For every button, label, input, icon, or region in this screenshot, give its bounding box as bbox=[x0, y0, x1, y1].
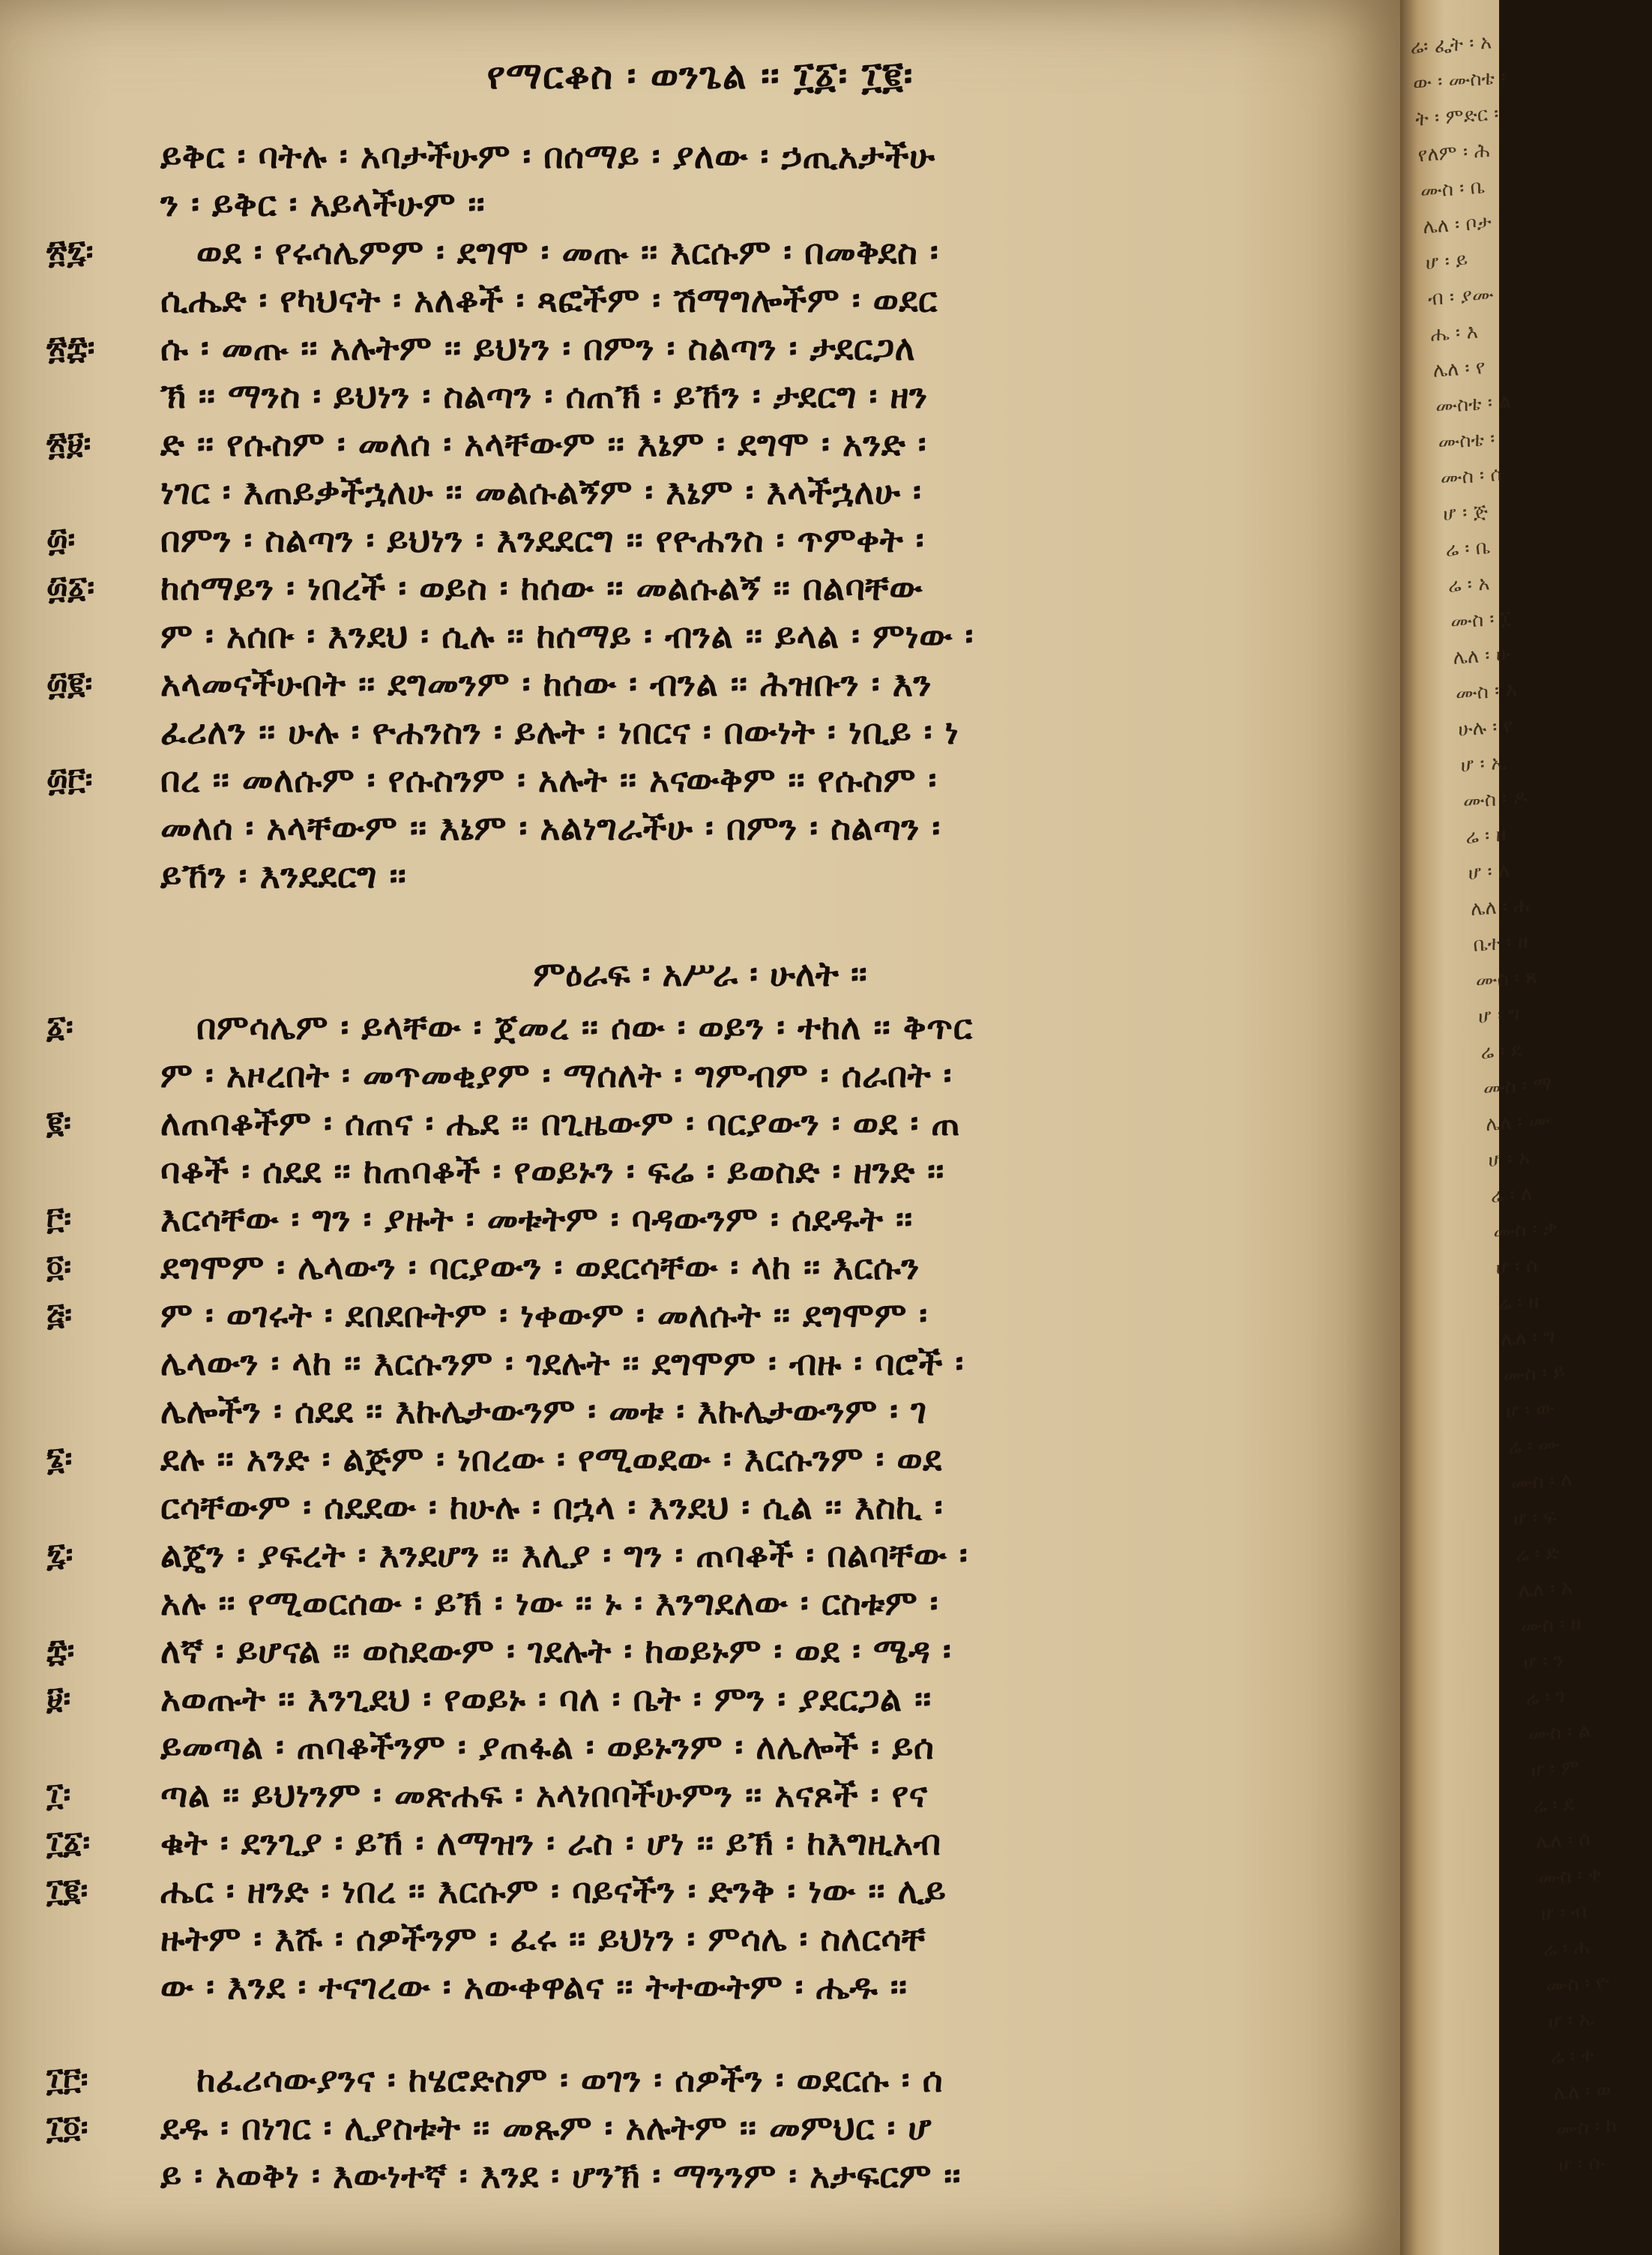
verse-text: ን ፡ ይቅር ፡ አይላችሁም ፡፡ bbox=[160, 184, 486, 224]
text-line bbox=[0, 1003, 1400, 1051]
text-line bbox=[0, 1627, 1400, 1675]
chapter-heading-line bbox=[0, 945, 1400, 1003]
adjacent-page-fragment: ሌለ ፡ ግ bbox=[1500, 1325, 1556, 1352]
verse-text: ሲሔድ ፡ የካህናት ፡ አለቆች ፡ ጻፎችም ፡ ሽማግሎችም ፡ ወደር bbox=[160, 280, 938, 320]
verse-number: ፴፡ bbox=[46, 521, 76, 558]
adjacent-page-fragment: ሙስ ፡ ዘ bbox=[1519, 1612, 1582, 1639]
adjacent-page-fragment: ሆ ፡ ኢ bbox=[1459, 751, 1508, 777]
adjacent-page-fragment: ሙስ ፡ ል bbox=[1527, 1719, 1592, 1747]
verse-number: ፬፡ bbox=[46, 1248, 72, 1285]
text-line bbox=[0, 708, 1400, 756]
adjacent-page-fragment: ት ፡ ምድር ፡ bbox=[1414, 102, 1500, 131]
adjacent-page-fragment: ሙስ ፡ ጸ bbox=[1474, 966, 1538, 993]
verse-text: ይመጣል ፡ ጠባቆችንም ፡ ያጠፋል ፡ ወይኑንም ፡ ለሌሎች ፡ ይሰ bbox=[160, 1726, 935, 1767]
verse-number: ፲፡ bbox=[46, 1776, 71, 1813]
verse-text: ነገር ፡ እጠይቃችኋለሁ ፡፡ መልሱልኝም ፡ እኔም ፡ እላችኋለሁ ፡ bbox=[160, 472, 922, 512]
verse-text: ከፈሪሳውያንና ፡ ከሄሮድስም ፡ ወገን ፡ ሰዎችን ፡ ወደርሱ ፡ ሰ bbox=[196, 2059, 944, 2100]
verse-number: ፫፡ bbox=[46, 1200, 72, 1237]
verse-number: ፭፡ bbox=[46, 1296, 72, 1333]
verse-text: ም ፡ ወገሩት ፡ ደበደቡትም ፡ ነቀውም ፡ መለሱት ፡፡ ደግሞም ፡ bbox=[160, 1295, 928, 1335]
adjacent-page-fragment: ሬ ፡ ድ bbox=[1515, 1541, 1561, 1567]
adjacent-page-fragment: ሆ ፡ ብ bbox=[1540, 1900, 1588, 1926]
adjacent-page-fragment: ሬ ፡ ተ bbox=[1550, 2044, 1595, 2070]
verse-number: ፲፩፡ bbox=[46, 1824, 91, 1861]
text-line bbox=[0, 1435, 1400, 1483]
verse-text: ወደ ፡ የሩሳሌምም ፡ ደግሞ ፡ መጡ ፡፡ እርሱም ፡ በመቅደስ ፡ bbox=[196, 232, 939, 272]
adjacent-page-fragment: ሙስቴ ፡ bbox=[1437, 427, 1496, 454]
text-line bbox=[0, 852, 1400, 900]
adjacent-page-fragment: ሬ ፡ ደ bbox=[1480, 1038, 1522, 1065]
verse-number: ፪፡ bbox=[46, 1104, 71, 1141]
verse-text: በምሳሌም ፡ ይላቸው ፡ ጀመረ ፡፡ ሰው ፡ ወይን ፡ ተከለ ፡፡ ቅጥር bbox=[196, 1007, 973, 1047]
verse-text: ለኛ ፡ ይሆናል ፡፡ ወስደውም ፡ ገደሉት ፡ ከወይኑም ፡ ወደ ፡ ሜዳ ፡ bbox=[160, 1631, 952, 1671]
text-line bbox=[0, 564, 1400, 612]
verse-text: ሱ ፡ መጡ ፡፡ አሉትም ፡፡ ይህነን ፡ በምን ፡ ስልጣን ፡ ታደርጋለ bbox=[160, 328, 916, 368]
text-line bbox=[0, 1675, 1400, 1723]
adjacent-page-fragment: ሙስ ፡ ለ bbox=[1510, 1468, 1573, 1496]
adjacent-page-fragment: ብ ፡ ያሙ bbox=[1427, 283, 1495, 311]
text-line bbox=[0, 420, 1400, 468]
verse-text: ይ ፡ አወቅነ ፡ እውነተኛ ፡ እንደ ፡ ሆንኽ ፡ ማንንም ፡ አታፍርም ፡፡ bbox=[160, 2155, 962, 2196]
text-line bbox=[0, 324, 1400, 372]
verse-text: ም ፡ አዞረበት ፡ መጥመቂያም ፡ ማሰለት ፡ ግምብም ፡ ሰራበት ፡ bbox=[160, 1055, 953, 1095]
adjacent-page-fragment: ሬ፡ ፌት ፡ አ bbox=[1409, 31, 1492, 59]
adjacent-page-fragment: ሆ ፡ ፍ bbox=[1512, 1505, 1558, 1532]
verse-text: በምን ፡ ስልጣን ፡ ይህነን ፡ እንደደርግ ፡፡ የዮሐንስ ፡ ጥምቀት ፡ bbox=[160, 520, 925, 560]
adjacent-page-fragment: ሌለ ፡ ሰ bbox=[1535, 1828, 1591, 1855]
adjacent-page-fragments bbox=[1409, 24, 1648, 2184]
adjacent-page-fragment: ሆ ፡ ሱ bbox=[1558, 2151, 1606, 2178]
text-line bbox=[0, 2056, 1400, 2104]
verse-text: ሌሎችን ፡ ሰደደ ፡፡ እኩሌታውንም ፡ መቱ ፡ እኩሌታውንም ፡ ገ bbox=[160, 1391, 927, 1431]
adjacent-page-fragment: ሔ ፡ እ bbox=[1429, 320, 1479, 346]
adjacent-page-fragment: ሙስ ፡ ይ bbox=[1502, 1360, 1567, 1388]
adjacent-page-fragment: ሆ ፡ ም bbox=[1530, 1756, 1580, 1783]
page-body-text bbox=[0, 132, 1400, 2200]
text-line bbox=[0, 900, 1400, 945]
verse-number: ፴፩፡ bbox=[46, 569, 95, 606]
verse-number: ፳፯፡ bbox=[46, 233, 94, 270]
text-line bbox=[0, 1387, 1400, 1435]
verse-text: ው ፡ እንደ ፡ ተናገረው ፡ አውቀዋልና ፡፡ ትተውትም ፡ ሔዱ ፡፡ bbox=[160, 1966, 908, 2007]
adjacent-page-fragment: ሆ ፡ ለ bbox=[1467, 859, 1511, 885]
adjacent-page-fragment: ሆ ፡ ሰ bbox=[1495, 1254, 1539, 1280]
adjacent-page-fragment: ው ፡ ሙስቴ ፡ bbox=[1411, 66, 1507, 95]
adjacent-page-fragment: ሬ ፡ ሙ bbox=[1507, 1433, 1561, 1460]
adjacent-page-fragment: ሙስ ፡ ማ bbox=[1482, 1073, 1553, 1101]
verse-text: ኽ ፡፡ ማንስ ፡ ይህነን ፡ ስልጣን ፡ ሰጠኽ ፡ ይኸን ፡ ታደርግ ፡ ዘን bbox=[160, 376, 928, 416]
text-line bbox=[0, 2011, 1400, 2056]
adjacent-page-fragment: ሌለ ፡ ሙ bbox=[1485, 1109, 1551, 1136]
adjacent-page-fragment: ሬ ፡ ሐ bbox=[1543, 1936, 1591, 1962]
text-line bbox=[0, 1483, 1400, 1531]
text-line bbox=[0, 1051, 1400, 1099]
text-line bbox=[0, 1771, 1400, 1819]
page-header: የማርቆስ ፡ ወንጌል ፡፡ ፲፩፡ ፲፪፡ bbox=[486, 54, 914, 97]
verse-text: ዙትም ፡ እሹ ፡ ሰዎችንም ፡ ፈሩ ፡፡ ይህነን ፡ ምሳሌ ፡ ስለርሳቸ bbox=[160, 1918, 926, 1959]
verse-text: ደሉ ፡፡ አንድ ፡ ልጅም ፡ ነበረው ፡ የሚወደው ፡ እርሱንም ፡ ወደ bbox=[160, 1439, 942, 1479]
verse-text: ቁት ፡ ደንጊያ ፡ ይኸ ፡ ለማዝን ፡ ራስ ፡ ሆነ ፡፡ ይኽ ፡ ከእግዚአብ bbox=[160, 1822, 941, 1863]
text-line bbox=[0, 1963, 1400, 2011]
adjacent-page-fragment: ሬ ፡ ለ bbox=[1489, 1182, 1534, 1208]
text-line bbox=[0, 1723, 1400, 1771]
verse-number: ፳፰፡ bbox=[46, 329, 95, 366]
adjacent-page-fragment: ሙስ ፡ ከ bbox=[1555, 2114, 1618, 2142]
adjacent-page-fragment: ሙስ ፡ ዮ bbox=[1545, 1970, 1610, 1998]
verse-number: ፯፡ bbox=[46, 1536, 73, 1573]
adjacent-page-fragment: ሙስ ፡ ፲ bbox=[1450, 606, 1512, 634]
text-line bbox=[0, 612, 1400, 660]
adjacent-page-fragment: ሌለ ፡ የ bbox=[1432, 356, 1486, 382]
adjacent-page-edge bbox=[1400, 0, 1618, 2255]
verse-number: ፩፡ bbox=[46, 1008, 73, 1045]
adjacent-page-fragment: ሁሉ ፡ የ bbox=[1457, 714, 1514, 741]
text-line bbox=[0, 276, 1400, 324]
verse-text: ም ፡ አሰቡ ፡ እንደህ ፡ ሲሉ ፡፡ ከሰማይ ፡ ብንል ፡፡ ይላል ፡ ምነው ፡ bbox=[160, 615, 974, 656]
adjacent-page-fragment: የለም ፡ ሕ bbox=[1417, 139, 1491, 167]
text-line bbox=[0, 132, 1400, 180]
verse-text: ከሰማይን ፡ ነበረች ፡ ወይስ ፡ ከሰው ፡፡ መልሱልኝ ፡፡ በልባቸው bbox=[160, 567, 923, 608]
adjacent-page-fragment: ሬ ፡ ገ bbox=[1525, 1685, 1566, 1711]
adjacent-page-fragment: ሙስ ፡ ሰ bbox=[1439, 463, 1503, 490]
verse-text: ርሳቸውም ፡ ሰደደው ፡ ከሁሉ ፡ በኋላ ፡ እንደህ ፡ ሲል ፡፡ እስኪ ፡ bbox=[160, 1487, 944, 1527]
adjacent-page-fragment: ሆ ፡ ጅ bbox=[1442, 500, 1489, 526]
verse-text: ለጠባቆችም ፡ ሰጠና ፡ ሔደ ፡፡ በጊዜውም ፡ ባርያውን ፡ ወደ ፡ ጠ bbox=[160, 1103, 961, 1143]
text-line bbox=[0, 1099, 1400, 1147]
verse-number: ፮፡ bbox=[46, 1440, 73, 1477]
text-line bbox=[0, 660, 1400, 708]
verse-text: አወጡት ፡፡ እንጊደህ ፡ የወይኑ ፡ ባለ ፡ ቤት ፡ ምን ፡ ያደርጋል ፡፡ bbox=[160, 1679, 932, 1719]
verse-text: ይቅር ፡ ባትሉ ፡ አባታችሁም ፡ በሰማይ ፡ ያለው ፡ ኃጢአታችሁ bbox=[160, 136, 935, 176]
verse-number: ፰፡ bbox=[46, 1632, 75, 1669]
text-line bbox=[0, 1531, 1400, 1579]
adjacent-page-fragment: ሙስ ፡ ቃ bbox=[1492, 1217, 1558, 1244]
text-line bbox=[0, 2152, 1400, 2200]
verse-number: ፳፱፡ bbox=[46, 425, 91, 462]
verse-text: ሔር ፡ ዘንድ ፡ ነበረ ፡፡ እርሱም ፡ ባይናችን ፡ ድንቅ ፡ ነው ፡፡ ሊይ bbox=[160, 1870, 947, 1911]
adjacent-page-fragment: ሬ ፡ ዘ bbox=[1497, 1290, 1540, 1316]
text-line bbox=[0, 1291, 1400, 1339]
text-line bbox=[0, 228, 1400, 276]
verse-text: አሉ ፡፡ የሚወርሰው ፡ ይኽ ፡ ነው ፡፡ ኑ ፡ እንግደለው ፡ ርስቱም ፡ bbox=[160, 1583, 939, 1623]
verse-number: ፴፫፡ bbox=[46, 761, 93, 798]
adjacent-page-fragment: ቤተ ፡ ዘ bbox=[1472, 930, 1529, 957]
text-line bbox=[0, 756, 1400, 804]
adjacent-page-fragment: ሆ ፡ ን bbox=[1522, 1649, 1565, 1675]
adjacent-page-fragment: ሆ ፡ ይ bbox=[1424, 249, 1469, 275]
verse-text: ልጄን ፡ ያፍረት ፡ እንደሆን ፡፡ እሊያ ፡ ግን ፡ ጠባቆች ፡ በልባቸው ፡ bbox=[160, 1535, 968, 1575]
verse-text: መለሰ ፡ አላቸውም ፡፡ እኔም ፡ አልነግራችሁ ፡ በምን ፡ ስልጣን ፡ bbox=[160, 807, 941, 848]
adjacent-page-fragment: ሆ ፡ ኤ bbox=[1547, 2008, 1594, 2034]
verse-number: ፲፫፡ bbox=[46, 2061, 88, 2098]
text-line bbox=[0, 1579, 1400, 1627]
adjacent-page-fragment: ሬ ፡ ቤ bbox=[1444, 536, 1492, 562]
verse-text: ድ ፡፡ የሱስም ፡ መለሰ ፡ አላቸውም ፡፡ እኔም ፡ ደግሞ ፡ አንድ ፡ bbox=[160, 424, 927, 464]
adjacent-page-fragment: ሌለ ፡ አ bbox=[1517, 1576, 1573, 1603]
verse-text: ደግሞም ፡ ሌላውን ፡ ባርያውን ፡ ወደርሳቸው ፡ ላከ ፡፡ እርሱን bbox=[160, 1247, 920, 1287]
adjacent-page-fragment: ሌለ ፡ ሁ bbox=[1452, 642, 1511, 669]
verse-text: አላመናችሁበት ፡፡ ደግመንም ፡ ከሰው ፡ ብንል ፡፡ ሕዝቡን ፡ እን bbox=[160, 663, 932, 704]
adjacent-page-fragment: ሌለ ፡ ቦታ bbox=[1422, 211, 1492, 239]
verse-text: ፈሪለን ፡፡ ሁሉ ፡ ዮሐንስን ፡ ይሉት ፡ ነበርና ፡ በውነት ፡ ነቢይ ፡ ነ bbox=[160, 711, 959, 752]
verse-text: ሌላውን ፡ ላከ ፡፡ እርሱንም ፡ ገደሉት ፡፡ ደግሞም ፡ ብዙ ፡ ባሮች ፡ bbox=[160, 1343, 964, 1383]
adjacent-page-fragment: ሙስ ፡ ዶ bbox=[1462, 786, 1528, 813]
verse-text: ባቆች ፡ ሰደደ ፡፡ ከጠባቆች ፡ የወይኑን ፡ ፍሬ ፡ ይወስድ ፡ ዘንድ ፡፡ bbox=[160, 1151, 944, 1191]
verse-text: ደዱ ፡ በነገር ፡ ሊያስቱት ፡፡ መጹም ፡ አሉትም ፡፡ መምህር ፡ ሆ bbox=[160, 2107, 932, 2148]
text-line bbox=[0, 1195, 1400, 1243]
adjacent-page-fragment: ሌለ ፡ ሐ bbox=[1469, 894, 1530, 921]
text-line bbox=[0, 372, 1400, 420]
text-line bbox=[0, 1339, 1400, 1387]
text-line bbox=[0, 1867, 1400, 1915]
adjacent-page-fragment: ሆ ፡ ው bbox=[1504, 1397, 1556, 1424]
verse-text: በረ ፡፡ መለሱም ፡ የሱስንም ፡ አሉት ፡፡ አናውቅም ፡፡ የሱስም ፡ bbox=[160, 759, 937, 800]
text-line bbox=[0, 1243, 1400, 1291]
text-line bbox=[0, 1147, 1400, 1195]
verse-number: ፲፬፡ bbox=[46, 2109, 88, 2146]
verse-text: ይኸን ፡ እንደደርግ ፡፡ bbox=[160, 855, 407, 896]
text-line bbox=[0, 180, 1400, 228]
text-line bbox=[0, 468, 1400, 516]
adjacent-page-fragment: ሙስ ፡ ቤ bbox=[1420, 175, 1486, 203]
text-line bbox=[0, 804, 1400, 852]
adjacent-page-fragment: ሙስ ፡ ቀ bbox=[1537, 1863, 1603, 1890]
text-line bbox=[0, 516, 1400, 564]
adjacent-page-fragment: ሬ ፡ ዘ bbox=[1465, 823, 1507, 849]
adjacent-page-fragment: ሙስ ፡ እ bbox=[1454, 678, 1518, 705]
text-line bbox=[0, 1915, 1400, 1963]
adjacent-page-fragment: ሬ ፡ ደ bbox=[1532, 1792, 1576, 1819]
verse-text: ጣል ፡፡ ይህነንም ፡ መጽሐፍ ፡ አላነበባችሁምን ፡፡ አናጾች ፡ የና bbox=[160, 1774, 928, 1815]
verse-number: ፱፡ bbox=[46, 1680, 71, 1717]
adjacent-page-fragment: ሙስቴ ፡ ል bbox=[1435, 390, 1512, 418]
verse-text: እርሳቸው ፡ ግን ፡ ያዙት ፡ መቱትም ፡ ባዳውንም ፡ ሰደዱት ፡፡ bbox=[160, 1199, 913, 1239]
adjacent-page-fragment: ሆ ፡ ግ bbox=[1477, 1002, 1521, 1029]
chapter-heading: ምዕራፍ ፡ አሥራ ፡ ሁለት ፡፡ bbox=[533, 954, 867, 994]
adjacent-page-fragment: ሆ ፡ አ bbox=[1487, 1146, 1531, 1172]
adjacent-page-fragment: ሬ ፡ አ bbox=[1447, 572, 1491, 598]
verse-number: ፲፪፡ bbox=[46, 1872, 88, 1909]
adjacent-page-fragment: ሌለ ፡ ወ bbox=[1552, 2078, 1612, 2106]
verse-number: ፴፪፡ bbox=[46, 665, 93, 702]
text-line bbox=[0, 2104, 1400, 2152]
text-line bbox=[0, 1819, 1400, 1867]
